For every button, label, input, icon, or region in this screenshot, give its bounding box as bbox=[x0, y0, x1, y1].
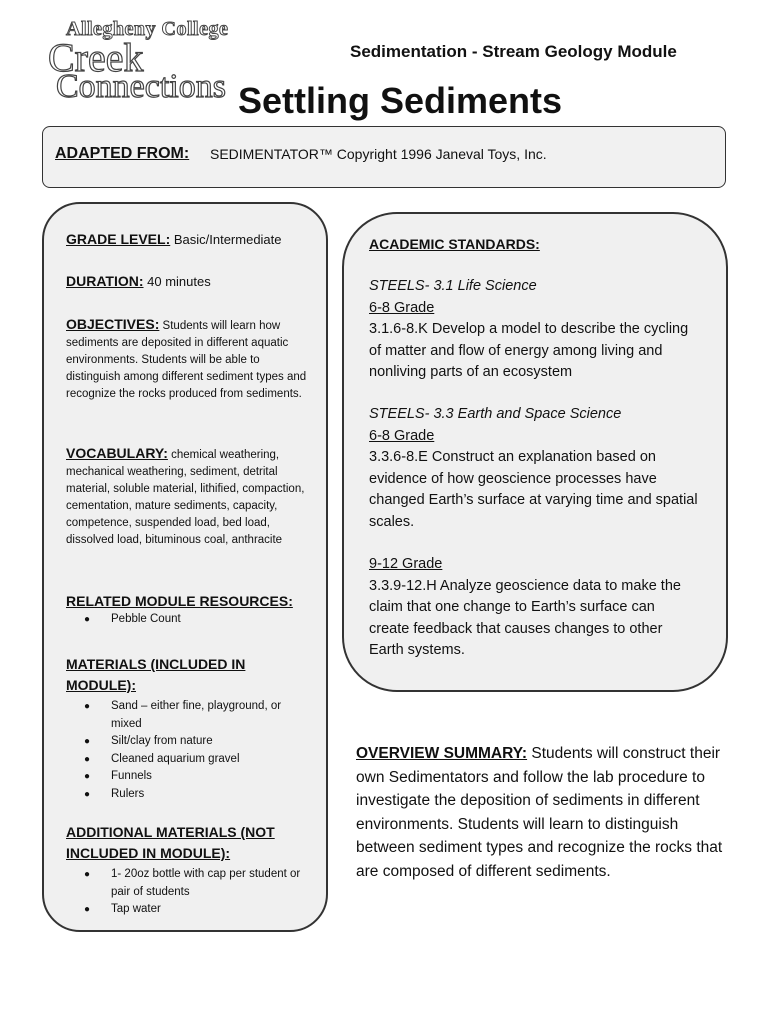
creek-connections-logo bbox=[48, 12, 233, 112]
related-resources-label: RELATED MODULE RESOURCES: bbox=[66, 593, 293, 609]
vocabulary bbox=[66, 445, 316, 549]
vocabulary-text: chemical weathering, mechanical weathering, sediment, detrital material, soluble material, lithified, compaction, cementation, mature sediments, capacity, competence, suspended load, bed load, dissolved load, bituminous coal, anthracite bbox=[66, 449, 305, 546]
additional-item: ● Tap water bbox=[66, 901, 306, 919]
standard-earth-science bbox=[369, 404, 699, 533]
module-title: Sedimentation - Stream Geology Module bbox=[350, 42, 677, 61]
page-title: Settling Sediments bbox=[238, 80, 563, 121]
duration-label: DURATION: bbox=[66, 273, 144, 289]
standard-1-grade: 6-8 Grade bbox=[369, 299, 435, 316]
additional-item: ● 1- 20oz bottle with cap per student or pair of students bbox=[66, 866, 306, 901]
additional-materials bbox=[66, 822, 306, 919]
objectives-text: Students will learn how sediments are deposited in different aquatic environments. Students will be able to distinguish among different sediment types and recognize the rocks produced from sediments. bbox=[66, 320, 307, 400]
material-item: ● Funnels bbox=[66, 768, 306, 786]
grade-level-value: Basic/Intermediate bbox=[170, 232, 282, 247]
overview-label: OVERVIEW SUMMARY: bbox=[356, 745, 528, 762]
vocabulary-label: VOCABULARY: bbox=[66, 445, 168, 461]
standard-life-science bbox=[369, 276, 699, 384]
materials bbox=[66, 654, 306, 803]
overview-text: Students will construct their own Sedimentators and follow the lab procedure to investigate the deposition of sediments in different environments. Students will learn to distinguish between sediment types and recognize the rocks that are composed of different sediments. bbox=[356, 745, 723, 880]
material-item: ● Silt/clay from nature bbox=[66, 733, 306, 751]
standard-high-school bbox=[369, 554, 699, 662]
standard-1-text: 3.1.6-8.K Develop a model to describe the cycling of matter and flow of energy among living and nonliving parts of an ecosystem bbox=[369, 321, 689, 380]
related-resources bbox=[66, 593, 316, 629]
standards-title: ACADEMIC STANDARDS: bbox=[369, 236, 540, 252]
logo-line-3: Connections bbox=[56, 68, 226, 105]
objectives bbox=[66, 316, 316, 403]
standard-3-text: 3.3.9-12.H Analyze geoscience data to make the claim that one change to Earth’s surface can create feedback that causes changes to other Earth systems. bbox=[369, 577, 681, 658]
duration-value: 40 minutes bbox=[143, 274, 211, 289]
grade-level bbox=[66, 231, 282, 249]
grade-level-label: GRADE LEVEL: bbox=[66, 231, 171, 247]
adapted-from-text: SEDIMENTATOR™ Copyright 1996 Janeval Toys, Inc. bbox=[210, 146, 547, 162]
standard-2-text: 3.3.6-8.E Construct an explanation based on evidence of how geoscience processes have changed Earth’s surface at varying time and spatial scales. bbox=[369, 449, 698, 530]
additional-materials-label: ADDITIONAL MATERIALS (NOT INCLUDED IN MODULE): bbox=[66, 824, 275, 861]
standard-3-grade: 9-12 Grade bbox=[369, 556, 443, 572]
standard-1-title: STEELS- 3.1 Life Science bbox=[369, 278, 537, 294]
material-item: ● Cleaned aquarium gravel bbox=[66, 751, 306, 769]
materials-label: MATERIALS (INCLUDED IN MODULE): bbox=[66, 656, 246, 693]
material-item: ● Rulers bbox=[66, 786, 306, 804]
adapted-from-label: ADAPTED FROM: bbox=[55, 145, 190, 162]
resource-item: ● Pebble Count bbox=[66, 611, 316, 629]
overview-summary bbox=[356, 742, 726, 883]
material-item: ● Sand – either fine, playground, or mixed bbox=[66, 698, 306, 733]
objectives-label: OBJECTIVES: bbox=[66, 316, 160, 332]
standard-2-title: STEELS- 3.3 Earth and Space Science bbox=[369, 406, 622, 422]
logo-line-1: Allegheny College bbox=[66, 18, 229, 40]
duration bbox=[66, 273, 211, 291]
standard-2-grade: 6-8 Grade bbox=[369, 427, 435, 444]
logo-line-2: Creek bbox=[48, 35, 144, 80]
